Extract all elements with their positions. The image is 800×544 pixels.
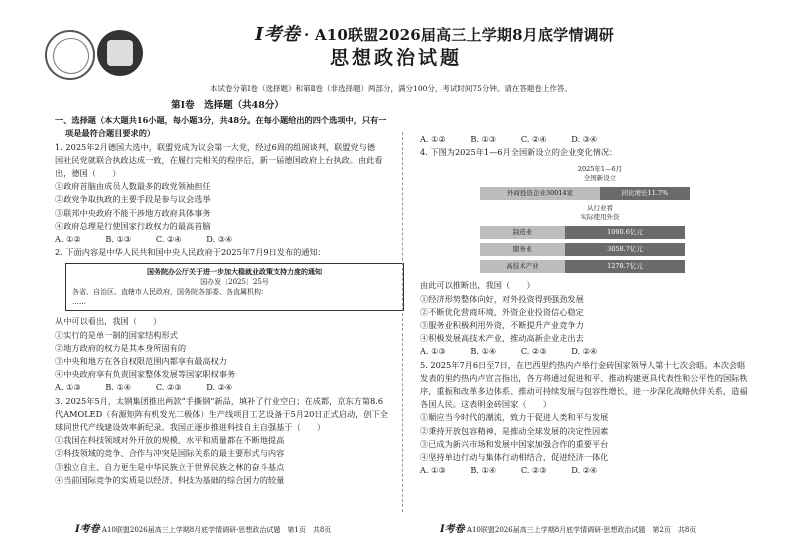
section-label: 从行业看 bbox=[587, 204, 613, 213]
chart-row-hightech bbox=[480, 260, 720, 273]
question-4: 由此可以推断出，我国（ ） ①经济形势整体向好，对外投资得到强劲发展 ②不断优化营商环境，外资企业投资信心稳定 ③服务业积极利用外资，不断提升产业竞争力 ④积极发展高技术产业，推动高新企业走出去 A. ①③ B. ①④ C. ②③ D. ②④ bbox=[420, 279, 765, 358]
row-label: 高技术产业 bbox=[480, 260, 565, 273]
alliance-logo bbox=[97, 30, 143, 76]
headline-row bbox=[480, 187, 720, 200]
chart-row-manufacturing bbox=[480, 226, 720, 239]
notice-doc-number: 国办发〔2025〕25号 bbox=[200, 278, 269, 287]
q1-options: A. ①② B. ①③ C. ②④ D. ③④ bbox=[55, 234, 233, 245]
q4-options: A. ①③ B. ①④ C. ②③ D. ②④ bbox=[420, 346, 598, 357]
notice-ellipsis: …… bbox=[72, 298, 86, 307]
q5-options: A. ①③ B. ①④ C. ②③ D. ②④ bbox=[420, 465, 598, 476]
part-heading-cont: 项是最符合题目要求的） bbox=[65, 128, 156, 139]
row-label: 制造业 bbox=[480, 226, 565, 239]
headline-label: 外商投资企业30014家 bbox=[480, 187, 600, 200]
subject-title: 思想政治试题 bbox=[330, 47, 463, 69]
part-heading: 一、选择题（本大题共16小题，每小题3分，共48分。在每小题给出的四个选项中，只有一 bbox=[55, 115, 387, 126]
question-3: 3. 2025年5月，太钢集团推出两款“手撕钢”新品，填补了行业空白；在成都，京东方第8.6 代AMOLED（有源矩阵有机发光二极体）生产线项目工艺设备于5月20日正式启动，创下全 球同世代产线建设效率新纪录。我国正逐步推进科技自主自强基于（ ） ①我国在科技领域对外开放的规模、水平和质量都在不断地提高 ②科技领域的竞争、合作与冲突是国际关系的最主要形式与内容 ③独立自主、自力更生是中华民族立于世界民族之林的奋斗基点 ④当前国际竞争的实质是以经济、科技为基础的综合国力的较量 bbox=[55, 395, 388, 485]
row-label: 服务业 bbox=[480, 243, 565, 256]
question-2-stem: 2. 下面内容是中华人民共和国中央人民政府于2025年7月9日发布的通知： bbox=[55, 247, 326, 258]
question-4-stem: 4. 下图为2025年1—6月全国新设立的企业变化情况： bbox=[420, 147, 618, 158]
notice-title: 国务院办公厅关于进一步加大稳就业政策支持力度的通知 bbox=[147, 267, 322, 277]
question-1: 1. 2025年2月德国大选中，联盟党成为议会第一大党，经过6周的组阁谈判，联盟党与德 国社民党就联合执政达成一致，在履行完相关的程序后，新一届德国政府上台执政。由此看 出，德国（ ） ①政府首脑由成员人数最多的政党领袖担任 ②政党争取执政的主要手段是参与议会选举 ③联邦中央政府不能干涉地方政府具体事务 ④政府总理是行使国家行政权力的最高首脑 A. ①② B. ①③ C. ②④ D. ③④ bbox=[55, 141, 400, 247]
headline-value: 同比增长11.7% bbox=[600, 187, 690, 200]
instructions: 本试卷分第Ⅰ卷（选择题）和第Ⅱ卷（非选择题）两部分，满分100分，考试时间75分钟。请在答题卷上作答。 bbox=[210, 84, 572, 93]
exam-title: I考卷 · A10联盟2026届高三上学期8月底学情调研 bbox=[255, 24, 614, 45]
page-footer-left: I考卷 A10联盟2026届高三上学期8月底学情调研·思想政治试题 第1页 共8页 bbox=[75, 524, 332, 535]
footer-brand: I考卷 bbox=[440, 524, 465, 535]
footer-brand: I考卷 bbox=[75, 524, 100, 535]
q3-options: A. ①② B. ①③ C. ②④ D. ③④ bbox=[420, 134, 598, 144]
left-column bbox=[55, 99, 400, 487]
page-footer-right: I考卷 A10联盟2026届高三上学期8月底学情调研·思想政治试题 第2页 共8页 bbox=[440, 524, 697, 535]
question-5: 5. 2025年7月6日至7日，在巴西里约热内卢举行金砖国家领导人第十七次会晤。本次会晤 发表的里约热内卢宣言指出，各方将通过促进和平、推动构建更具代表性和公平性的国际秩 序，重振和改革多边体系、推动可持续发展与包容性增长，进一步深化战略伙伴关系，造福 各国人民。这表明金砖国家（ ） ①顺应当今时代的潮流，致力于促进人类和平与发展 ②秉持开放包容精神，是推动全球发展的决定性因素 ③已成为新兴市场和发展中国家加强合作的重要平台 ④坚持单边行动与集体行动相结合，促进经济一体化 A. ①③ B. ①④ C. ②③ D. ②④ bbox=[420, 359, 765, 478]
row-value: 3058.7亿元 bbox=[565, 243, 685, 256]
chart-title: 2025年1—6月 bbox=[577, 165, 623, 174]
notice-body: 各省、自治区、直辖市人民政府，国务院各部委、各直属机构： bbox=[72, 288, 268, 297]
enterprise-chart bbox=[480, 165, 720, 273]
q2-options: A. ①③ B. ①④ C. ②③ D. ②④ bbox=[55, 382, 233, 393]
row-value: 1090.6亿元 bbox=[565, 226, 685, 239]
chart-subtitle: 全国新设立 bbox=[583, 174, 617, 183]
section-title: 第Ⅰ卷 选择题（共48分） bbox=[171, 100, 284, 111]
question-2: 从中可以看出，我国（ ） ①实行的是单一制的国家结构形式 ②地方政府的权力是其本身所固有的 ③中央和地方在各自权限范围内都享有最高权力 ④中央政府享有负责国家整体发展等国家职权事务 A. ①③ B. ①④ C. ②③ D. ②④ bbox=[55, 315, 400, 394]
brand-mark: I考卷 bbox=[255, 24, 301, 45]
column-divider bbox=[402, 132, 403, 512]
government-notice-box bbox=[65, 263, 404, 311]
school-seal-logo bbox=[45, 30, 95, 80]
row-value: 1278.7亿元 bbox=[565, 260, 685, 273]
chart-row-services bbox=[480, 243, 720, 256]
right-column bbox=[420, 133, 765, 477]
section-label-2: 实际使用外资 bbox=[580, 213, 620, 222]
